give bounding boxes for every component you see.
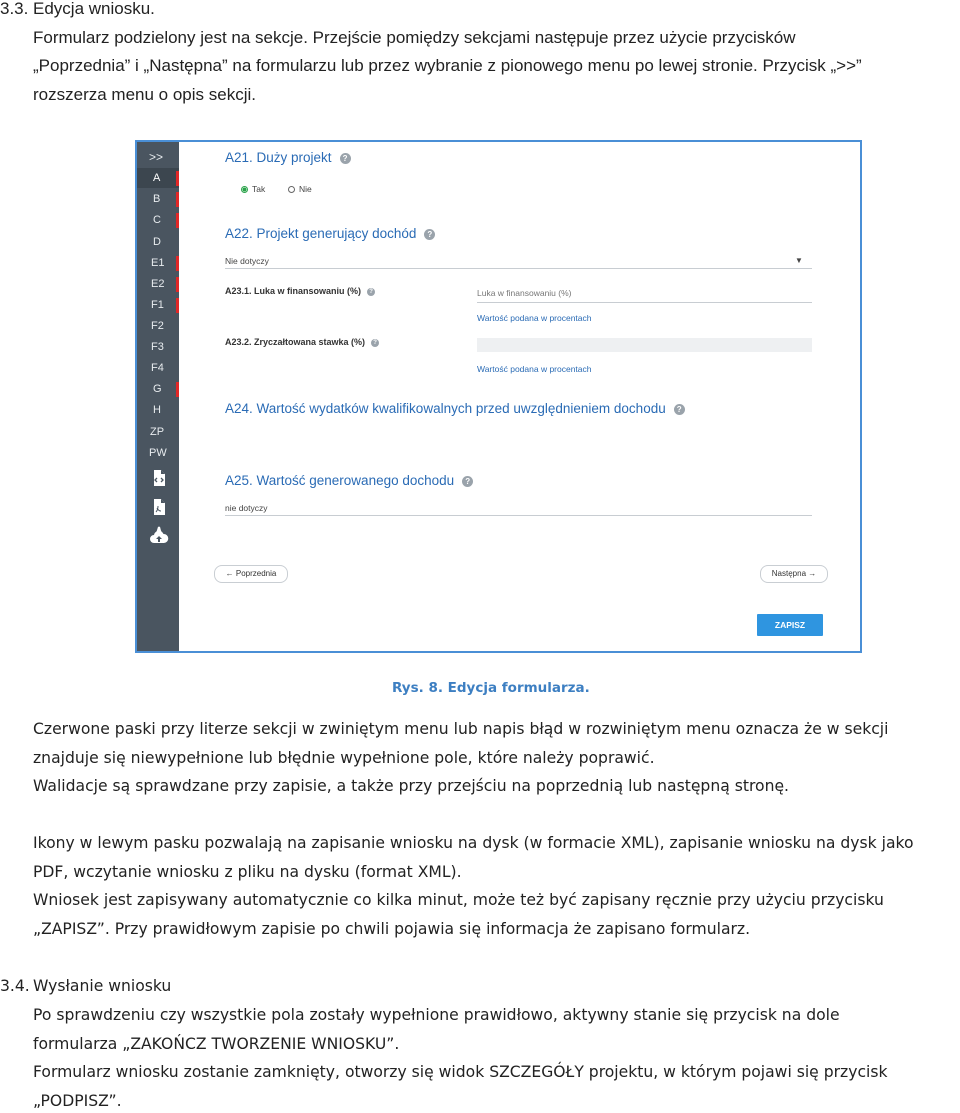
error-flag bbox=[176, 277, 179, 292]
p1-line-2: znajduje się niewypełnione lub błędnie wypełnione pole, które należy poprawić. bbox=[33, 749, 655, 767]
sidebar-item-d[interactable] bbox=[137, 232, 179, 252]
form-screenshot bbox=[135, 140, 862, 653]
error-flag bbox=[176, 256, 179, 271]
sidebar-item-f1[interactable] bbox=[137, 295, 179, 315]
sidebar-item-e1[interactable] bbox=[137, 253, 179, 273]
sidebar-item-label: ZP bbox=[150, 426, 165, 438]
radio-no-label: Nie bbox=[299, 184, 312, 194]
a24-question bbox=[225, 401, 685, 416]
next-button[interactable]: Następna → bbox=[760, 565, 828, 583]
p1-line-3: Walidacje są sprawdzane przy zapisie, a także przy przejściu na poprzednią lub następną stronę. bbox=[33, 777, 790, 795]
sidebar-item-label: F4 bbox=[151, 362, 164, 374]
upload-cloud-icon[interactable] bbox=[149, 528, 169, 548]
a25-value: nie dotyczy bbox=[225, 503, 268, 513]
section-number-3-4: 3.4. bbox=[0, 977, 30, 995]
p2-line-1: Ikony w lewym pasku pozwalają na zapisanie wniosku na dysk (w formacie XML), zapisanie wniosku na dysk jako bbox=[33, 834, 914, 852]
save-button[interactable]: ZAPISZ bbox=[757, 614, 823, 636]
chevron-down-icon[interactable]: ▼ bbox=[795, 256, 803, 265]
intro-line-3: rozszerza menu o opis sekcji. bbox=[33, 85, 256, 104]
error-flag bbox=[176, 171, 179, 186]
help-icon[interactable]: ? bbox=[674, 404, 685, 415]
sidebar-item-label: A bbox=[153, 172, 161, 184]
sidebar-item-label: E1 bbox=[151, 257, 165, 269]
sidebar-item-label: B bbox=[153, 193, 161, 205]
section-sidebar bbox=[137, 142, 179, 651]
a23-1-input[interactable]: Luka w finansowaniu (%) bbox=[477, 288, 572, 298]
intro-line-1: Formularz podzielony jest na sekcje. Przejście pomiędzy sekcjami następuje przez użycie przycisków bbox=[33, 28, 796, 47]
s34-line-3: Formularz wniosku zostanie zamknięty, otworzy się widok SZCZEGÓŁY projektu, w którym pojawi się przycisk bbox=[33, 1063, 888, 1081]
sidebar-item-a[interactable] bbox=[137, 168, 179, 188]
sidebar-expand-button[interactable]: >> bbox=[149, 150, 164, 164]
sidebar-item-h[interactable] bbox=[137, 400, 179, 420]
a21-question bbox=[225, 150, 351, 165]
s34-line-4: „PODPISZ”. bbox=[33, 1092, 122, 1110]
a22-question bbox=[225, 226, 435, 241]
help-icon[interactable]: ? bbox=[462, 476, 473, 487]
s34-line-1: Po sprawdzeniu czy wszystkie pola zostały wypełnione prawidłowo, aktywny stanie się przycisk na dole bbox=[33, 1006, 840, 1024]
p2-line-4: „ZAPISZ”. Przy prawidłowym zapisie po chwili pojawia się informacja że zapisano formularz. bbox=[33, 920, 751, 938]
save-pdf-icon[interactable] bbox=[149, 497, 169, 517]
a23-1-label: A23.1. Luka w finansowaniu (%) ? bbox=[225, 286, 375, 296]
section-title-3-4: Wysłanie wniosku bbox=[33, 977, 172, 995]
a21-title: A21. Duży projekt bbox=[225, 150, 332, 165]
sidebar-item-label: PW bbox=[149, 447, 167, 459]
sidebar-item-label: F1 bbox=[151, 299, 164, 311]
sidebar-item-g[interactable] bbox=[137, 379, 179, 399]
sidebar-item-zp[interactable] bbox=[137, 422, 179, 442]
a23-1-hint: Wartość podana w procentach bbox=[477, 313, 592, 323]
figure-caption: Rys. 8. Edycja formularza. bbox=[392, 680, 590, 696]
a22-select-underline bbox=[225, 268, 812, 269]
a22-select[interactable] bbox=[225, 256, 269, 266]
sidebar-item-label: D bbox=[153, 236, 161, 248]
help-icon[interactable]: ? bbox=[340, 153, 351, 164]
sidebar-item-label: E2 bbox=[151, 278, 165, 290]
help-icon[interactable]: ? bbox=[367, 288, 375, 296]
a23-2-label: A23.2. Zryczałtowana stawka (%) ? bbox=[225, 337, 379, 347]
intro-line-2: „Poprzednia” i „Następna” na formularzu lub przez wybranie z pionowego menu po lewej stronie. Przycisk „>>” bbox=[33, 56, 862, 75]
sidebar-item-label: F3 bbox=[151, 341, 164, 353]
help-icon[interactable]: ? bbox=[424, 229, 435, 240]
radio-icon bbox=[288, 186, 295, 193]
p1-line-1: Czerwone paski przy literze sekcji w zwiniętym menu lub napis błąd w rozwiniętym menu oznacza że w sekcji bbox=[33, 720, 889, 738]
previous-button[interactable]: ← Poprzednia bbox=[214, 565, 288, 583]
help-icon[interactable]: ? bbox=[371, 339, 379, 347]
a23-2-hint: Wartość podana w procentach bbox=[477, 364, 592, 374]
sidebar-item-f3[interactable] bbox=[137, 337, 179, 357]
radio-yes[interactable] bbox=[241, 184, 265, 194]
a23-1-underline bbox=[477, 302, 812, 303]
a22-title: A22. Projekt generujący dochód bbox=[225, 226, 417, 241]
error-flag bbox=[176, 213, 179, 228]
sidebar-item-b[interactable] bbox=[137, 189, 179, 209]
sidebar-item-label: F2 bbox=[151, 320, 164, 332]
error-flag bbox=[176, 298, 179, 313]
s34-line-2: formularza „ZAKOŃCZ TWORZENIE WNIOSKU”. bbox=[33, 1035, 400, 1053]
sidebar-item-f4[interactable] bbox=[137, 358, 179, 378]
sidebar-item-label: H bbox=[153, 404, 161, 416]
a25-question bbox=[225, 473, 473, 488]
sidebar-item-f2[interactable] bbox=[137, 316, 179, 336]
sidebar-item-pw[interactable] bbox=[137, 443, 179, 463]
a23-2-input[interactable] bbox=[477, 338, 812, 352]
error-flag bbox=[176, 382, 179, 397]
radio-no[interactable] bbox=[288, 184, 312, 194]
p2-line-3: Wniosek jest zapisywany automatycznie co kilka minut, może też być zapisany ręcznie przy użyciu przycisku bbox=[33, 891, 884, 909]
p2-line-2: PDF, wczytanie wniosku z pliku na dysku (format XML). bbox=[33, 863, 462, 881]
a25-title: A25. Wartość generowanego dochodu bbox=[225, 473, 455, 488]
sidebar-item-c[interactable] bbox=[137, 210, 179, 230]
save-xml-icon[interactable] bbox=[149, 468, 169, 488]
sidebar-item-label: C bbox=[153, 214, 161, 226]
a22-select-value: Nie dotyczy bbox=[225, 256, 269, 266]
error-flag bbox=[176, 192, 179, 207]
section-number-3-3: 3.3. bbox=[0, 0, 29, 18]
section-title-3-3: Edycja wniosku. bbox=[33, 0, 155, 18]
a25-underline bbox=[225, 515, 812, 516]
sidebar-item-label: G bbox=[153, 383, 162, 395]
radio-yes-label: Tak bbox=[252, 184, 266, 194]
a24-title: A24. Wartość wydatków kwalifikowalnych przed uwzględnieniem dochodu bbox=[225, 401, 666, 416]
radio-selected-icon bbox=[241, 186, 248, 193]
sidebar-item-e2[interactable] bbox=[137, 274, 179, 294]
